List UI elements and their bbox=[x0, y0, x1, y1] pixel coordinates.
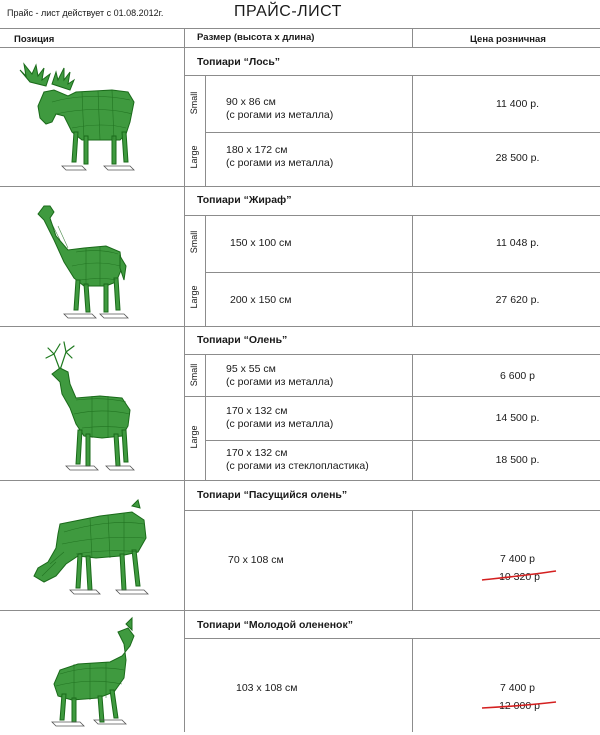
size-value: 200 х 150 см bbox=[230, 294, 292, 306]
column-header-price: Цена розничная bbox=[470, 34, 546, 45]
price-value: 7 400 р bbox=[499, 682, 536, 694]
price-value: 7 400 р bbox=[499, 553, 536, 565]
product-title-moose: Топиари “Лось” bbox=[197, 56, 281, 68]
price-value: 27 620 р. bbox=[495, 294, 540, 306]
size-label-small: Small bbox=[189, 363, 199, 387]
product-title-deer: Топиари “Олень” bbox=[197, 334, 288, 346]
size-label-small: Small bbox=[189, 230, 199, 254]
product-title-fawn: Топиари “Молодой олененок” bbox=[197, 619, 353, 631]
column-divider-position bbox=[184, 28, 185, 732]
price-list-validity-note: Прайс - лист действует с 01.08.2012г. bbox=[7, 8, 164, 18]
size-value: 90 х 86 см (с рогами из металла) bbox=[226, 96, 334, 121]
grazing-deer-topiary-image bbox=[20, 492, 170, 604]
price-value: 28 500 р. bbox=[495, 152, 540, 164]
table-top-rule bbox=[0, 28, 600, 29]
size-value: 170 х 132 см (с рогами из металла) bbox=[226, 405, 334, 430]
moose-topiary-image bbox=[12, 62, 172, 177]
size-value: 103 х 108 см bbox=[236, 682, 298, 694]
price-value: 11 048 р. bbox=[495, 237, 539, 249]
price-value: 18 500 р. bbox=[495, 454, 540, 466]
fawn-topiary-image bbox=[38, 614, 148, 730]
page-title: ПРАЙС-ЛИСТ bbox=[234, 3, 342, 20]
size-label-large: Large bbox=[189, 425, 199, 449]
price-value: 11 400 р. bbox=[495, 98, 539, 110]
size-value: 180 х 172 см (с рогами из металла) bbox=[226, 144, 334, 169]
size-value: 70 х 108 см bbox=[228, 554, 284, 566]
table-header-rule bbox=[0, 47, 600, 48]
column-header-size: Размер (высота х длина) bbox=[197, 32, 315, 43]
old-price-strikethrough: 12 000 р bbox=[499, 700, 540, 712]
column-divider-header-price bbox=[412, 28, 413, 48]
price-value: 6 600 р bbox=[499, 370, 536, 382]
strike-line bbox=[480, 699, 560, 713]
old-price-strikethrough: 10 320 р bbox=[499, 571, 540, 583]
size-value: 150 х 100 см bbox=[230, 237, 292, 249]
strike-line bbox=[480, 568, 560, 584]
product-title-giraffe: Топиари “Жираф” bbox=[197, 194, 292, 206]
giraffe-topiary-image bbox=[20, 196, 160, 321]
deer-topiary-image bbox=[30, 340, 150, 475]
size-value: 170 х 132 см (с рогами из стеклопластика) bbox=[226, 447, 369, 472]
column-header-position: Позиция bbox=[14, 34, 55, 45]
size-label-small: Small bbox=[189, 91, 199, 115]
price-value: 14 500 р. bbox=[495, 412, 540, 424]
size-label-large: Large bbox=[189, 145, 199, 169]
size-value: 95 х 55 см (с рогами из металла) bbox=[226, 363, 334, 388]
product-title-grazing-deer: Топиари “Пасущийся олень” bbox=[197, 489, 348, 501]
size-label-large: Large bbox=[189, 285, 199, 309]
